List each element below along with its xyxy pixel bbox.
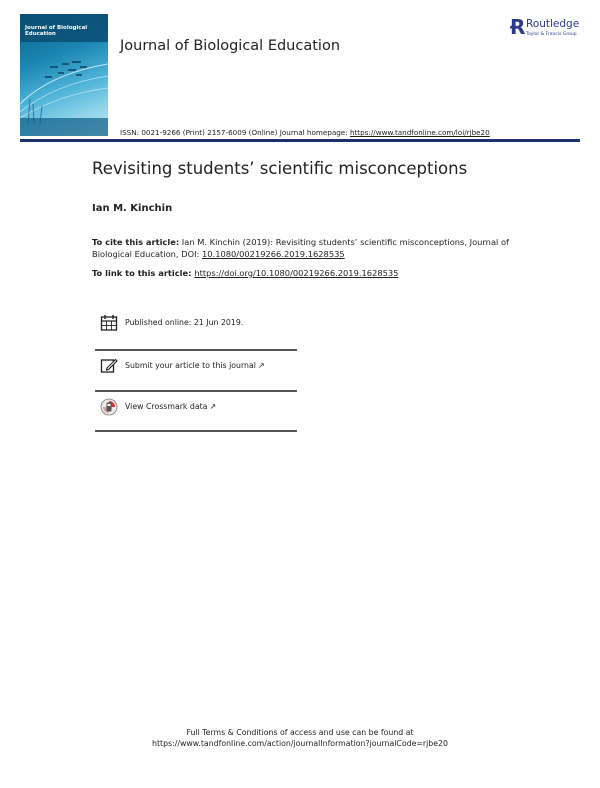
publisher-logo[interactable]	[510, 16, 590, 42]
row-divider	[95, 430, 297, 432]
external-link-icon: ↗	[257, 361, 265, 370]
cover-artwork	[20, 54, 108, 124]
publisher-subtitle: Taylor & Francis Group	[526, 32, 577, 37]
crossmark-icon	[100, 398, 118, 416]
crossmark-link[interactable]	[125, 402, 216, 411]
row-divider	[95, 390, 297, 392]
footer-terms-link[interactable]: https://www.tandfonline.com/action/journalInformation?journalCode=rjbe20	[152, 739, 448, 748]
cite-text: Ian M. Kinchin (2019): Revisiting students’ scientific misconceptions, Journal of Biological Education, DOI:	[92, 237, 509, 259]
article-link[interactable]: https://doi.org/10.1080/00219266.2019.1628535	[194, 268, 399, 278]
cover-title: Journal of Biological Education	[25, 25, 88, 37]
article-title: Revisiting students’ scientific misconceptions	[92, 159, 468, 178]
submit-row[interactable]	[95, 354, 297, 394]
doi-link[interactable]: 10.1080/00219266.2019.1628535	[202, 248, 345, 259]
crossmark-row[interactable]	[95, 395, 297, 435]
footer	[0, 727, 600, 749]
submit-label: Submit your article to this journal	[125, 361, 256, 370]
journal-cover-image	[20, 14, 108, 136]
published-date: Published online: 21 Jun 2019.	[125, 318, 244, 327]
external-link-icon: ↗	[209, 402, 217, 411]
published-row	[95, 311, 297, 351]
journal-title[interactable]: Journal of Biological Education	[120, 38, 341, 54]
routledge-r-icon: Ɍ	[510, 15, 526, 39]
issn-text: ISSN: 0021-9266 (Print) 2157-6009 (Online) Journal homepage:	[120, 128, 350, 137]
cover-base	[20, 118, 108, 136]
citation-block	[92, 237, 532, 260]
journal-homepage-link[interactable]: https://www.tandfonline.com/loi/rjbe20	[349, 128, 490, 137]
crossmark-label: View Crossmark data	[125, 402, 208, 411]
submit-article-link[interactable]	[125, 361, 265, 370]
article-link-line	[92, 268, 398, 278]
publisher-name: Routledge	[526, 18, 580, 30]
issn-line	[120, 128, 490, 137]
row-divider	[95, 349, 297, 351]
footer-terms: Full Terms & Conditions of access and use can be found at	[186, 728, 414, 737]
calendar-icon	[100, 314, 118, 332]
edit-icon	[100, 357, 118, 375]
link-label: To link to this article:	[92, 268, 195, 278]
header-divider	[20, 139, 580, 142]
cite-label: To cite this article:	[92, 237, 180, 247]
author-name[interactable]: Ian M. Kinchin	[92, 203, 173, 214]
